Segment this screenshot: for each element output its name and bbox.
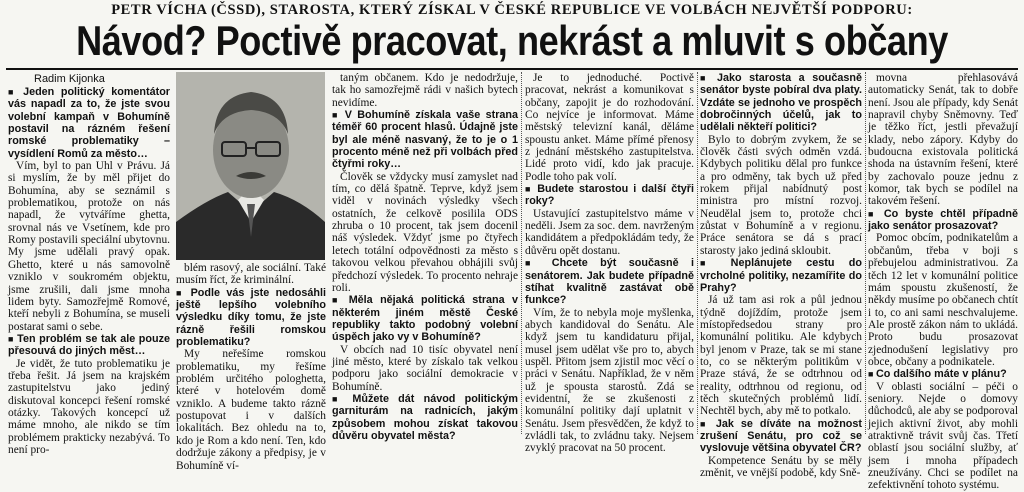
interview-answer: taným občanem. Kdo je nedodržuje, tak ho samozřejmě rádi v našich bytech nevidíme. bbox=[332, 72, 518, 109]
interview-question: ■ Podle vás jste nedosáhli ještě lepšího volebního výsledku díky tomu, že jste rázně řešili romskou problematiku? bbox=[176, 287, 326, 349]
interview-question: ■ Chcete být současně i senátorem. Jak budete případně stíhat kvalitně zastávat obě funkce? bbox=[525, 257, 694, 306]
interview-question: ■ V Bohumíně získala vaše strana téměř 60 procent hlasů. Údajně jste byl ale méně nasvaný, že to je o 1 procento méně než při volbách před čtyřmi roky… bbox=[332, 109, 518, 171]
interview-answer: movna přehlasovává automaticky Senát, tak to dobře není. Jsou ale případy, kdy Senát napravil chyby Sněmovny. Teď je těžko říct, jestli převažují klady, nebo zápory. Kdyby do budoucna existovala politická shoda na ústavním řešení, které by zachovalo pouze jednu z komor, tak bych se podílel na takovém řešení. bbox=[868, 72, 1018, 208]
text-column-2 bbox=[176, 262, 326, 472]
text-column-4 bbox=[525, 72, 695, 455]
interview-question: ■ Co dalšího máte v plánu? bbox=[868, 368, 1018, 380]
interview-question: ■ Měla nějaká politická strana v některém jiném městě České republiky takto podobný volební úspěch jako vy v Bohumíně? bbox=[332, 294, 518, 343]
interview-answer: Já už tam asi rok a půl jednou týdně dojíždím, protože jsem místopředsedou strany pro komunální politiku. Ale kdybych byl jenom v Praze, tak se mi stane to, co se některým politikům v Praze stává, že se odtrhnou od reality, odtrhnou od regionu, od těch skutečných problémů lidí. Nechtěl bych, aby mě to potkalo. bbox=[700, 294, 862, 418]
interview-question: ■ Jak se díváte na možnost zrušení Senátu, pro což se vyslovuje většina obyvatel ČR? bbox=[700, 418, 862, 455]
column-divider bbox=[697, 72, 698, 434]
interview-question: ■ Jeden politický komentátor vás napadl za to, že jste svou volební kampaň v Bohumíně postavil na rázném řešení romské problematiky – vysídlení Romů za město… bbox=[8, 86, 170, 160]
interview-answer: My neřešíme romskou problematiku, my řešíme problém určitého pologhetta, které v hotelovém domě vzniklo. A budeme takto rázně postupovat i v dalších lokalitách. Bez ohledu na to, kdo je Rom a kdo není. Ten, kdo dodržuje zákony a předpisy, je v Bohumíně ví- bbox=[176, 348, 326, 472]
column-divider bbox=[521, 72, 522, 434]
interview-answer: Je to jednoduché. Poctivě pracovat, nekrást a komunikovat s občany, zapojit je do rozhodování. Co nejvíce je informovat. Máme městský televizní kanál, děláme spoustu anket. Máme přímé přenosy z jednání městského zastupitelstva. Lidé proto vidí, kdo jak pracuje. Podle toho pak volí. bbox=[525, 72, 694, 183]
interview-answer: Je vidět, že tuto problematiku je třeba řešit. Já jsem na krajském zastupitelstvu jako jediný diskutoval koncepci řešení romské otázky. Takových koncepcí už máme mnoho, ale nikdo se tím problémem prakticky nezabývá. To není pro- bbox=[8, 357, 170, 456]
interview-answer: Člověk se vždycky musí zamyslet nad tím, co dělá špatně. Teprve, když jsem viděl v novinách výsledky všech ostatních, že celkově posilila ODS zhruba o 10 procent, tak jsem docenil náš výsledek. Vždyť jsme po čtyřech letech totální odpovědnosti za město s takovou velkou převahou obhájili svůj předchozí výsledek. To procento nehraje roli. bbox=[332, 170, 518, 294]
interview-answer: V obcích nad 10 tisíc obyvatel není jiné město, které by získalo tak velkou podporu jako sociální demokracie v Bohumíně. bbox=[332, 343, 518, 393]
article-headline: Návod? Poctivě pracovat, nekrást a mluvit s občany bbox=[76, 17, 948, 64]
interview-question: ■ Neplánujete cestu do vrcholné politiky, nezamířite do Prahy? bbox=[700, 257, 862, 294]
interview-answer: Vím, byl to pan Uhl v Právu. Já si myslím, že by měl přijet do Bohumína, aby se seznámil s problematikou, protože on nás napadl, že vytváříme ghetta, srovnal nás ve Vsetínem, kde pro Romy postavili speciální ubytovnu. My jsme udělali pravý opak. Ghetto, které u nás samovolně vzniklo v soukromém objektu, jsme zrušili, dali jsme mnoha lidem byty. Samozřejmě Romové, kteří nebyli z Bohumína, se museli postarat sami o sebe. bbox=[8, 160, 170, 333]
text-column-5 bbox=[700, 72, 863, 479]
interview-answer: Pomoc obcím, podnikatelům a občanům, třeba v boji s přebujelou administrativou. Za těch 12 let v komunální politice mám spoustu zkušeností, že někdy musíme po občanech chtít i to, co ani sami neschvalujeme. Ale prostě zákon nám to ukládá. Proto budu prosazovat zjednodušení legislativy pro obce, občany a podnikatele. bbox=[868, 232, 1018, 368]
interview-question: ■ Ten problém se tak ale pouze přesouvá do jiných měst… bbox=[8, 333, 170, 358]
interview-question: ■ Můžete dát návod politickým garniturám na radnicích, jakým způsobem mohou získat takovou důvěru obyvatel města? bbox=[332, 393, 518, 442]
interview-answer: V oblasti sociální – péči o seniory. Nejde o domovy důchodců, ale aby se podporoval jejich aktivní život, aby mohli atraktivně trávit svůj čas. Třetí oblastí jsou sociální služby, ať jsem i mnoha případech zneužívány. Chci se podílet na zefektivnění tohoto systému. bbox=[868, 380, 1018, 492]
author-byline: Radim Kijonka bbox=[34, 73, 105, 85]
portrait-photo bbox=[176, 72, 325, 260]
text-column-1 bbox=[8, 86, 171, 456]
interview-question: ■ Jako starosta a současně senátor byste pobíral dva platy. Vzdáte se jednoho ve prospěch dobročinných účelů, jak to udělali někteří politici? bbox=[700, 72, 862, 134]
column-divider bbox=[865, 72, 866, 434]
article-kicker: PETR VÍCHA (ČSSD), STAROSTA, KTERÝ ZÍSKAL V ČESKÉ REPUBLICE VE VOLBÁCH NEJVĚTŠÍ PODPORU: bbox=[111, 2, 913, 18]
interview-answer: blém rasový, ale sociální. Také musím říct, že kriminální. bbox=[176, 262, 326, 287]
text-column-6 bbox=[868, 72, 1019, 492]
headline-rule bbox=[6, 68, 1018, 70]
interview-question: ■ Co byste chtěl případně jako senátor prosazovat? bbox=[868, 208, 1018, 233]
text-column-3 bbox=[332, 72, 519, 442]
interview-question: ■ Budete starostou i další čtyři roky? bbox=[525, 183, 694, 208]
interview-answer: Kompetence Senátu by se měly změnit, ve vnější podobě, kdy Sně- bbox=[700, 454, 862, 479]
interview-answer: Ustavující zastupitelstvo máme v neděli. Jsem za soc. dem. navrženým kandidátem a předpokládám tedy, že důvěru opět dostanu. bbox=[525, 207, 694, 257]
interview-answer: Vím, že to nebyla moje myšlenka, abych kandidoval do Senátu. Ale když jsem tu kandidaturu přijal, musel jsem udělat vše pro to, abych uspěl. Přitom jsem zjistil moc věcí o práci v Senátu. Například, že v něm už je spousta starostů. Zdá se evidentní, že se zkušenosti z komunální politiky dají uplatnit v Senátu. Jsem přesvědčen, že když to zvládli tak, to zvládnu taky. Nejsem zvyklý pracovat na 50 procent. bbox=[525, 306, 694, 455]
interview-answer: Bylo to dobrým zvykem, že se člověk části svých odměn vzdá. Kdybych politiku dělal pro funkce a pro odměny, tak bych už před rokem přijal nabídnutý post ministra pro místní rozvoj. Neudělal jsem to, protože chci zůstat v Bohumíně a v regionu. Práce senátora se dá s prací starosty jako jediná skloubit. bbox=[700, 133, 862, 257]
